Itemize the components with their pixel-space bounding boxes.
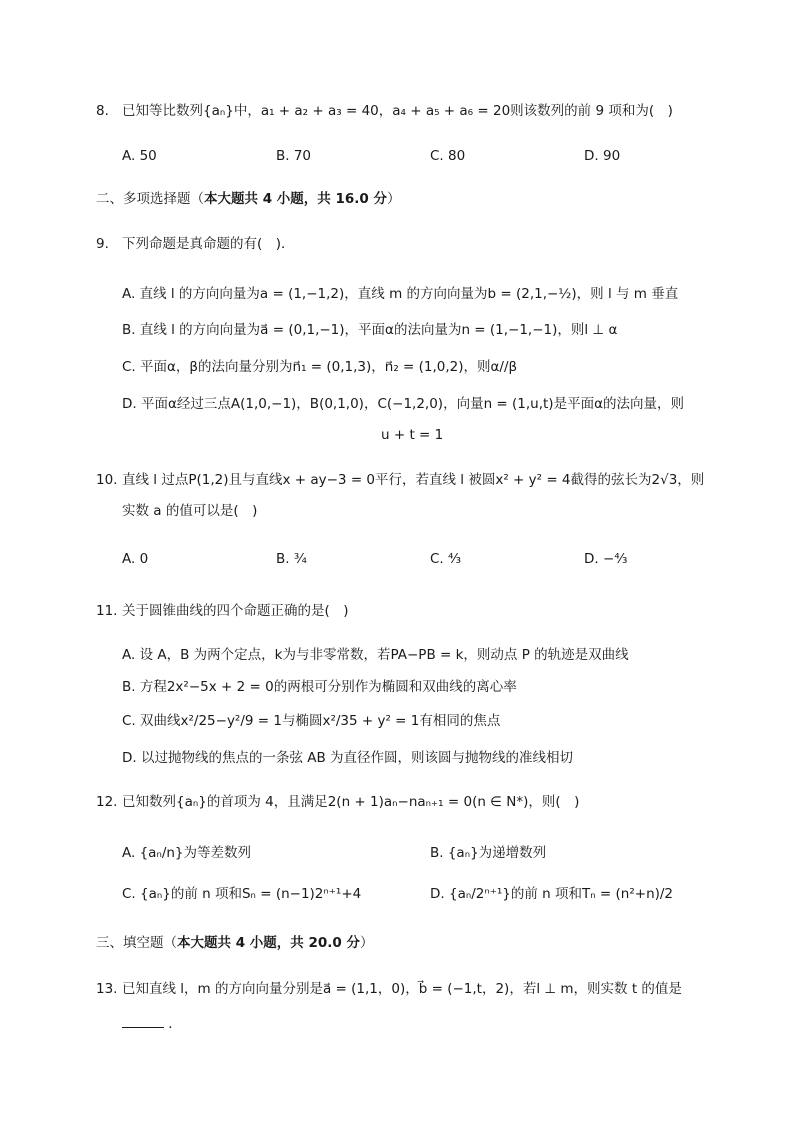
question-number: 9. [96,236,109,252]
option-c: C. 80 [430,148,466,164]
answer-tail: ． [168,1016,182,1032]
option-d: D. {aₙ/2ⁿ⁺¹}的前 n 项和Tₙ = (n²+n)/2 [430,886,674,902]
question-stem: 已知数列{aₙ}的首项为 4，且满足2(n + 1)aₙ−naₙ₊₁ = 0(n ∈ N*)，则( ) [122,794,580,810]
option-d-continued: u + t = 1 [381,427,444,443]
option-b: B. 70 [276,148,312,164]
option-a: A. 直线 l 的方向向量为a = (1,−1,2)，直线 m 的方向向量为b = (2,1,−½)，则 l 与 m 垂直 [122,286,679,302]
question-number: 12. [96,794,118,810]
option-b: B. ¾ [276,551,307,567]
option-c: C. 平面α，β的法向量分别为n⃗₁ = (0,1,3)，n⃗₂ = (1,0,2)，则α//β [122,359,518,375]
question-number: 13. [96,981,118,997]
option-c: C. {aₙ}的前 n 项和Sₙ = (n−1)2ⁿ⁺¹+4 [122,886,362,902]
option-b: B. 方程2x²−5x + 2 = 0的两根可分别作为椭圆和双曲线的离心率 [122,679,517,695]
section-detail: 本大题共 4 小题，共 20.0 分 [177,935,361,951]
option-d: D. 以过抛物线的焦点的一条弦 AB 为直径作圆，则该圆与抛物线的准线相切 [122,750,574,766]
answer-line [122,1013,182,1034]
question-stem: 直线 l 过点P(1,2)且与直线x + ay−3 = 0平行，若直线 l 被圆x² + y² = 4截得的弦长为2√3，则 [122,472,705,488]
section-suffix: ） [360,935,374,951]
option-b: B. 直线 l 的方向向量为a⃗ = (0,1,−1)，平面α的法向量为n = (1,−1,−1)，则l ⊥ α [122,322,618,338]
option-c: C. 双曲线x²/25−y²/9 = 1与椭圆x²/35 + y² = 1有相同的焦点 [122,713,501,729]
option-a: A. 设 A，B 为两个定点，k为与非零常数，若PA−PB = k，则动点 P 的轨迹是双曲线 [122,647,629,663]
option-a: A. 0 [122,551,149,567]
section-heading [96,189,401,209]
option-b: B. {aₙ}为递增数列 [430,845,547,861]
option-d: D. −⁴⁄₃ [584,551,628,567]
option-c: C. ⁴⁄₃ [430,551,462,567]
question-stem-continued: 实数 a 的值可以是( ) [122,503,258,519]
question-number: 10. [96,472,118,488]
option-d: D. 90 [584,148,621,164]
question-number: 8. [96,103,109,119]
question-number: 11. [96,603,118,619]
option-a: A. 50 [122,148,157,164]
option-a: A. {aₙ/n}为等差数列 [122,845,252,861]
section-heading [96,933,374,953]
question-stem: 已知等比数列{aₙ}中，a₁ + a₂ + a₃ = 40，a₄ + a₅ + a₆ = 20则该数列的前 9 项和为( ) [122,103,673,119]
answer-blank[interactable] [122,1013,164,1028]
section-detail: 本大题共 4 小题，共 16.0 分 [204,191,388,207]
section-prefix: 三、填空题（ [96,935,177,951]
section-prefix: 二、多项选择题（ [96,191,204,207]
option-d: D. 平面α经过三点A(1,0,−1)，B(0,1,0)，C(−1,2,0)，向量n = (1,u,t)是平面α的法向量，则 [122,396,684,412]
question-stem: 关于圆锥曲线的四个命题正确的是( ) [122,603,349,619]
question-stem: 下列命题是真命题的有( )． [122,236,295,252]
question-stem: 已知直线 l，m 的方向向量分别是a⃗ = (1,1，0)，b⃗ = (−1,t，2)，若l ⊥ m，则实数 t 的值是 [122,981,682,997]
section-suffix: ） [387,191,401,207]
